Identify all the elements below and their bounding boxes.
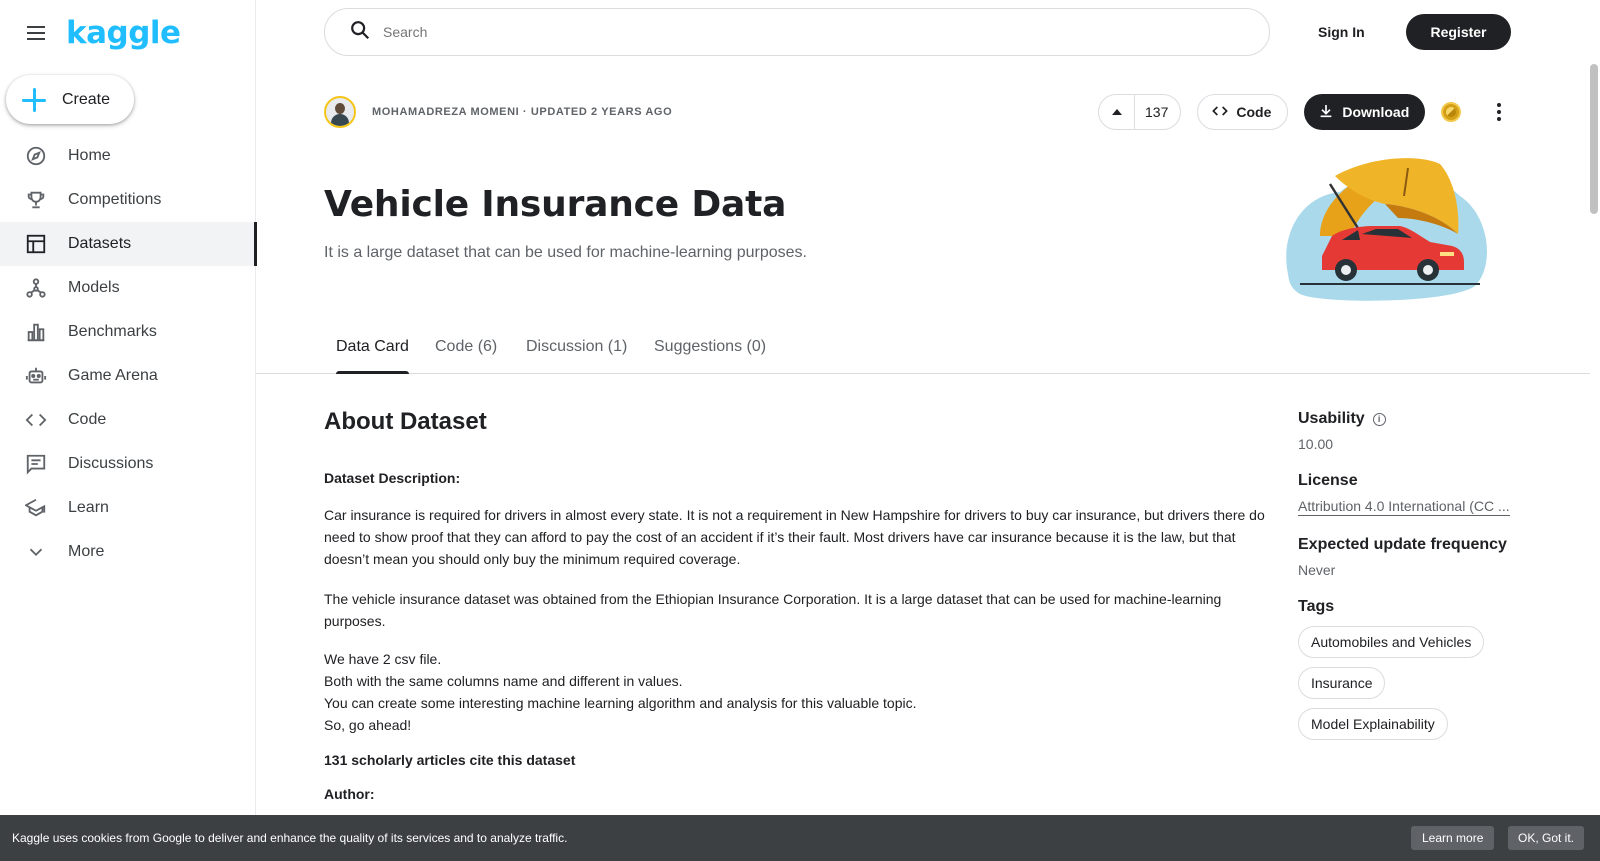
table-icon bbox=[24, 232, 48, 256]
usability-block bbox=[1298, 410, 1538, 452]
description-line: You can create some interesting machine learning algorithm and analysis for this valuable topic. bbox=[324, 695, 917, 711]
scrollbar-thumb[interactable] bbox=[1590, 64, 1598, 214]
sign-in-button[interactable]: Sign In bbox=[1318, 24, 1365, 40]
medal-icon[interactable] bbox=[1441, 102, 1461, 122]
search-icon bbox=[349, 19, 371, 46]
create-button[interactable] bbox=[6, 75, 134, 124]
usability-heading bbox=[1298, 410, 1538, 428]
sidebar-item-more[interactable] bbox=[0, 530, 256, 574]
sidebar-item-label: Datasets bbox=[68, 235, 132, 252]
comment-icon bbox=[24, 452, 48, 476]
bar-chart-icon bbox=[24, 320, 48, 344]
download-button-label: Download bbox=[1342, 104, 1410, 120]
vote-count[interactable]: 137 bbox=[1145, 104, 1169, 120]
dataset-actions bbox=[1098, 94, 1511, 130]
tag-list bbox=[1298, 616, 1538, 740]
school-icon bbox=[24, 496, 48, 520]
tag-chip[interactable]: Model Explainability bbox=[1298, 708, 1448, 740]
sidebar bbox=[0, 0, 256, 861]
code-button[interactable] bbox=[1197, 94, 1288, 130]
author-row bbox=[324, 96, 672, 128]
sidebar-nav bbox=[0, 134, 256, 574]
description-title: Dataset Description: bbox=[324, 470, 461, 486]
description-line: Both with the same columns name and different in values. bbox=[324, 673, 683, 689]
description-line: We have 2 csv file. bbox=[324, 651, 442, 667]
search-input[interactable] bbox=[383, 24, 1183, 40]
code-icon bbox=[24, 408, 48, 432]
frequency-block bbox=[1298, 536, 1538, 578]
frequency-heading: Expected update frequency bbox=[1298, 536, 1507, 553]
code-icon bbox=[1212, 103, 1228, 122]
sidebar-item-label: Learn bbox=[68, 499, 109, 516]
register-button[interactable]: Register bbox=[1406, 14, 1511, 50]
author-meta: MOHAMADREZA MOMENI · UPDATED 2 YEARS AGO bbox=[372, 106, 673, 118]
create-label: Create bbox=[62, 90, 111, 108]
vote-widget bbox=[1098, 94, 1181, 130]
about-dataset-section bbox=[324, 408, 1274, 802]
sidebar-item-label: Discussions bbox=[68, 455, 154, 472]
sidebar-item-label: Home bbox=[68, 147, 111, 164]
license-block bbox=[1298, 472, 1538, 516]
search-bar[interactable] bbox=[324, 8, 1270, 56]
sidebar-item-label: Competitions bbox=[68, 191, 162, 208]
description-lines bbox=[324, 648, 1274, 736]
sidebar-item-label: More bbox=[68, 543, 105, 560]
sidebar-item-code[interactable] bbox=[0, 398, 256, 442]
sidebar-item-label: Code bbox=[68, 411, 107, 428]
download-button[interactable] bbox=[1304, 94, 1425, 130]
page-scrollbar[interactable] bbox=[1588, 0, 1600, 861]
sidebar-item-competitions[interactable] bbox=[0, 178, 256, 222]
menu-icon[interactable] bbox=[24, 21, 48, 45]
author-heading: Author: bbox=[324, 786, 375, 802]
tab-bar bbox=[256, 330, 1590, 374]
usability-value: 10.00 bbox=[1298, 436, 1334, 452]
chevron-down-icon bbox=[24, 540, 48, 564]
code-button-label: Code bbox=[1236, 104, 1272, 120]
robot-icon bbox=[24, 364, 48, 388]
citation-count: 131 scholarly articles cite this dataset bbox=[324, 752, 576, 768]
description-paragraph: Car insurance is required for drivers in almost every state. It is not a requirement in New Hampshire for drivers to buy car insurance, but drivers there do need to show proof that they can afford to pay the cost of an accident if it’s their fault. Most drivers have car insurance because it is the law, but that doesn’t mean you should only buy the minimum required coverage. bbox=[324, 507, 1265, 567]
description-paragraph: The vehicle insurance dataset was obtained from the Ethiopian Insurance Corporation. It is a large dataset that can be used for machine-learning purposes. bbox=[324, 591, 1222, 629]
frequency-value: Never bbox=[1298, 562, 1336, 578]
plus-icon bbox=[22, 88, 46, 112]
sidebar-item-models[interactable] bbox=[0, 266, 256, 310]
trophy-icon bbox=[24, 188, 48, 212]
kaggle-logo[interactable]: kaggle bbox=[66, 15, 181, 51]
sidebar-item-learn[interactable] bbox=[0, 486, 256, 530]
download-icon bbox=[1318, 103, 1334, 122]
sidebar-item-datasets[interactable] bbox=[0, 222, 256, 266]
sidebar-item-game-arena[interactable] bbox=[0, 354, 256, 398]
license-link[interactable]: Attribution 4.0 International (CC ... bbox=[1298, 498, 1510, 514]
tags-block bbox=[1298, 598, 1538, 740]
upvote-button[interactable] bbox=[1099, 95, 1135, 129]
tag-chip[interactable]: Insurance bbox=[1298, 667, 1385, 699]
tab-code[interactable]: Code (6) bbox=[435, 338, 498, 355]
models-icon bbox=[24, 276, 48, 300]
learn-more-button[interactable]: Learn more bbox=[1411, 826, 1494, 850]
sidebar-item-home[interactable] bbox=[0, 134, 256, 178]
tab-data-card[interactable]: Data Card bbox=[336, 330, 409, 374]
cookie-text: Kaggle uses cookies from Google to deliver and enhance the quality of its services and to analyze traffic. bbox=[12, 831, 568, 845]
cookie-banner bbox=[0, 815, 1600, 861]
tag-chip[interactable]: Automobiles and Vehicles bbox=[1298, 626, 1484, 658]
license-heading: License bbox=[1298, 472, 1358, 489]
sidebar-item-label: Benchmarks bbox=[68, 323, 157, 340]
dataset-cover-image bbox=[1280, 156, 1492, 304]
tab-suggestions[interactable]: Suggestions (0) bbox=[654, 338, 767, 355]
sidebar-header bbox=[0, 0, 255, 66]
info-icon[interactable]: i bbox=[1373, 413, 1386, 426]
more-vert-icon[interactable] bbox=[1487, 100, 1511, 124]
sidebar-item-discussions[interactable] bbox=[0, 442, 256, 486]
compass-icon bbox=[24, 144, 48, 168]
usability-label: Usability bbox=[1298, 410, 1365, 427]
sidebar-item-label: Game Arena bbox=[68, 367, 158, 384]
accept-cookies-button[interactable]: OK, Got it. bbox=[1508, 826, 1584, 850]
tab-discussion[interactable]: Discussion (1) bbox=[526, 338, 628, 355]
tags-heading: Tags bbox=[1298, 598, 1335, 615]
page-subtitle: It is a large dataset that can be used for machine-learning purposes. bbox=[324, 244, 807, 261]
description-line: So, go ahead! bbox=[324, 717, 412, 733]
arrow-up-icon bbox=[1112, 109, 1122, 115]
sidebar-item-benchmarks[interactable] bbox=[0, 310, 256, 354]
sidebar-item-label: Models bbox=[68, 279, 120, 296]
about-heading: About Dataset bbox=[324, 408, 487, 435]
page-title: Vehicle Insurance Data bbox=[324, 184, 787, 225]
avatar[interactable] bbox=[324, 96, 356, 128]
metadata-panel bbox=[1298, 410, 1538, 760]
